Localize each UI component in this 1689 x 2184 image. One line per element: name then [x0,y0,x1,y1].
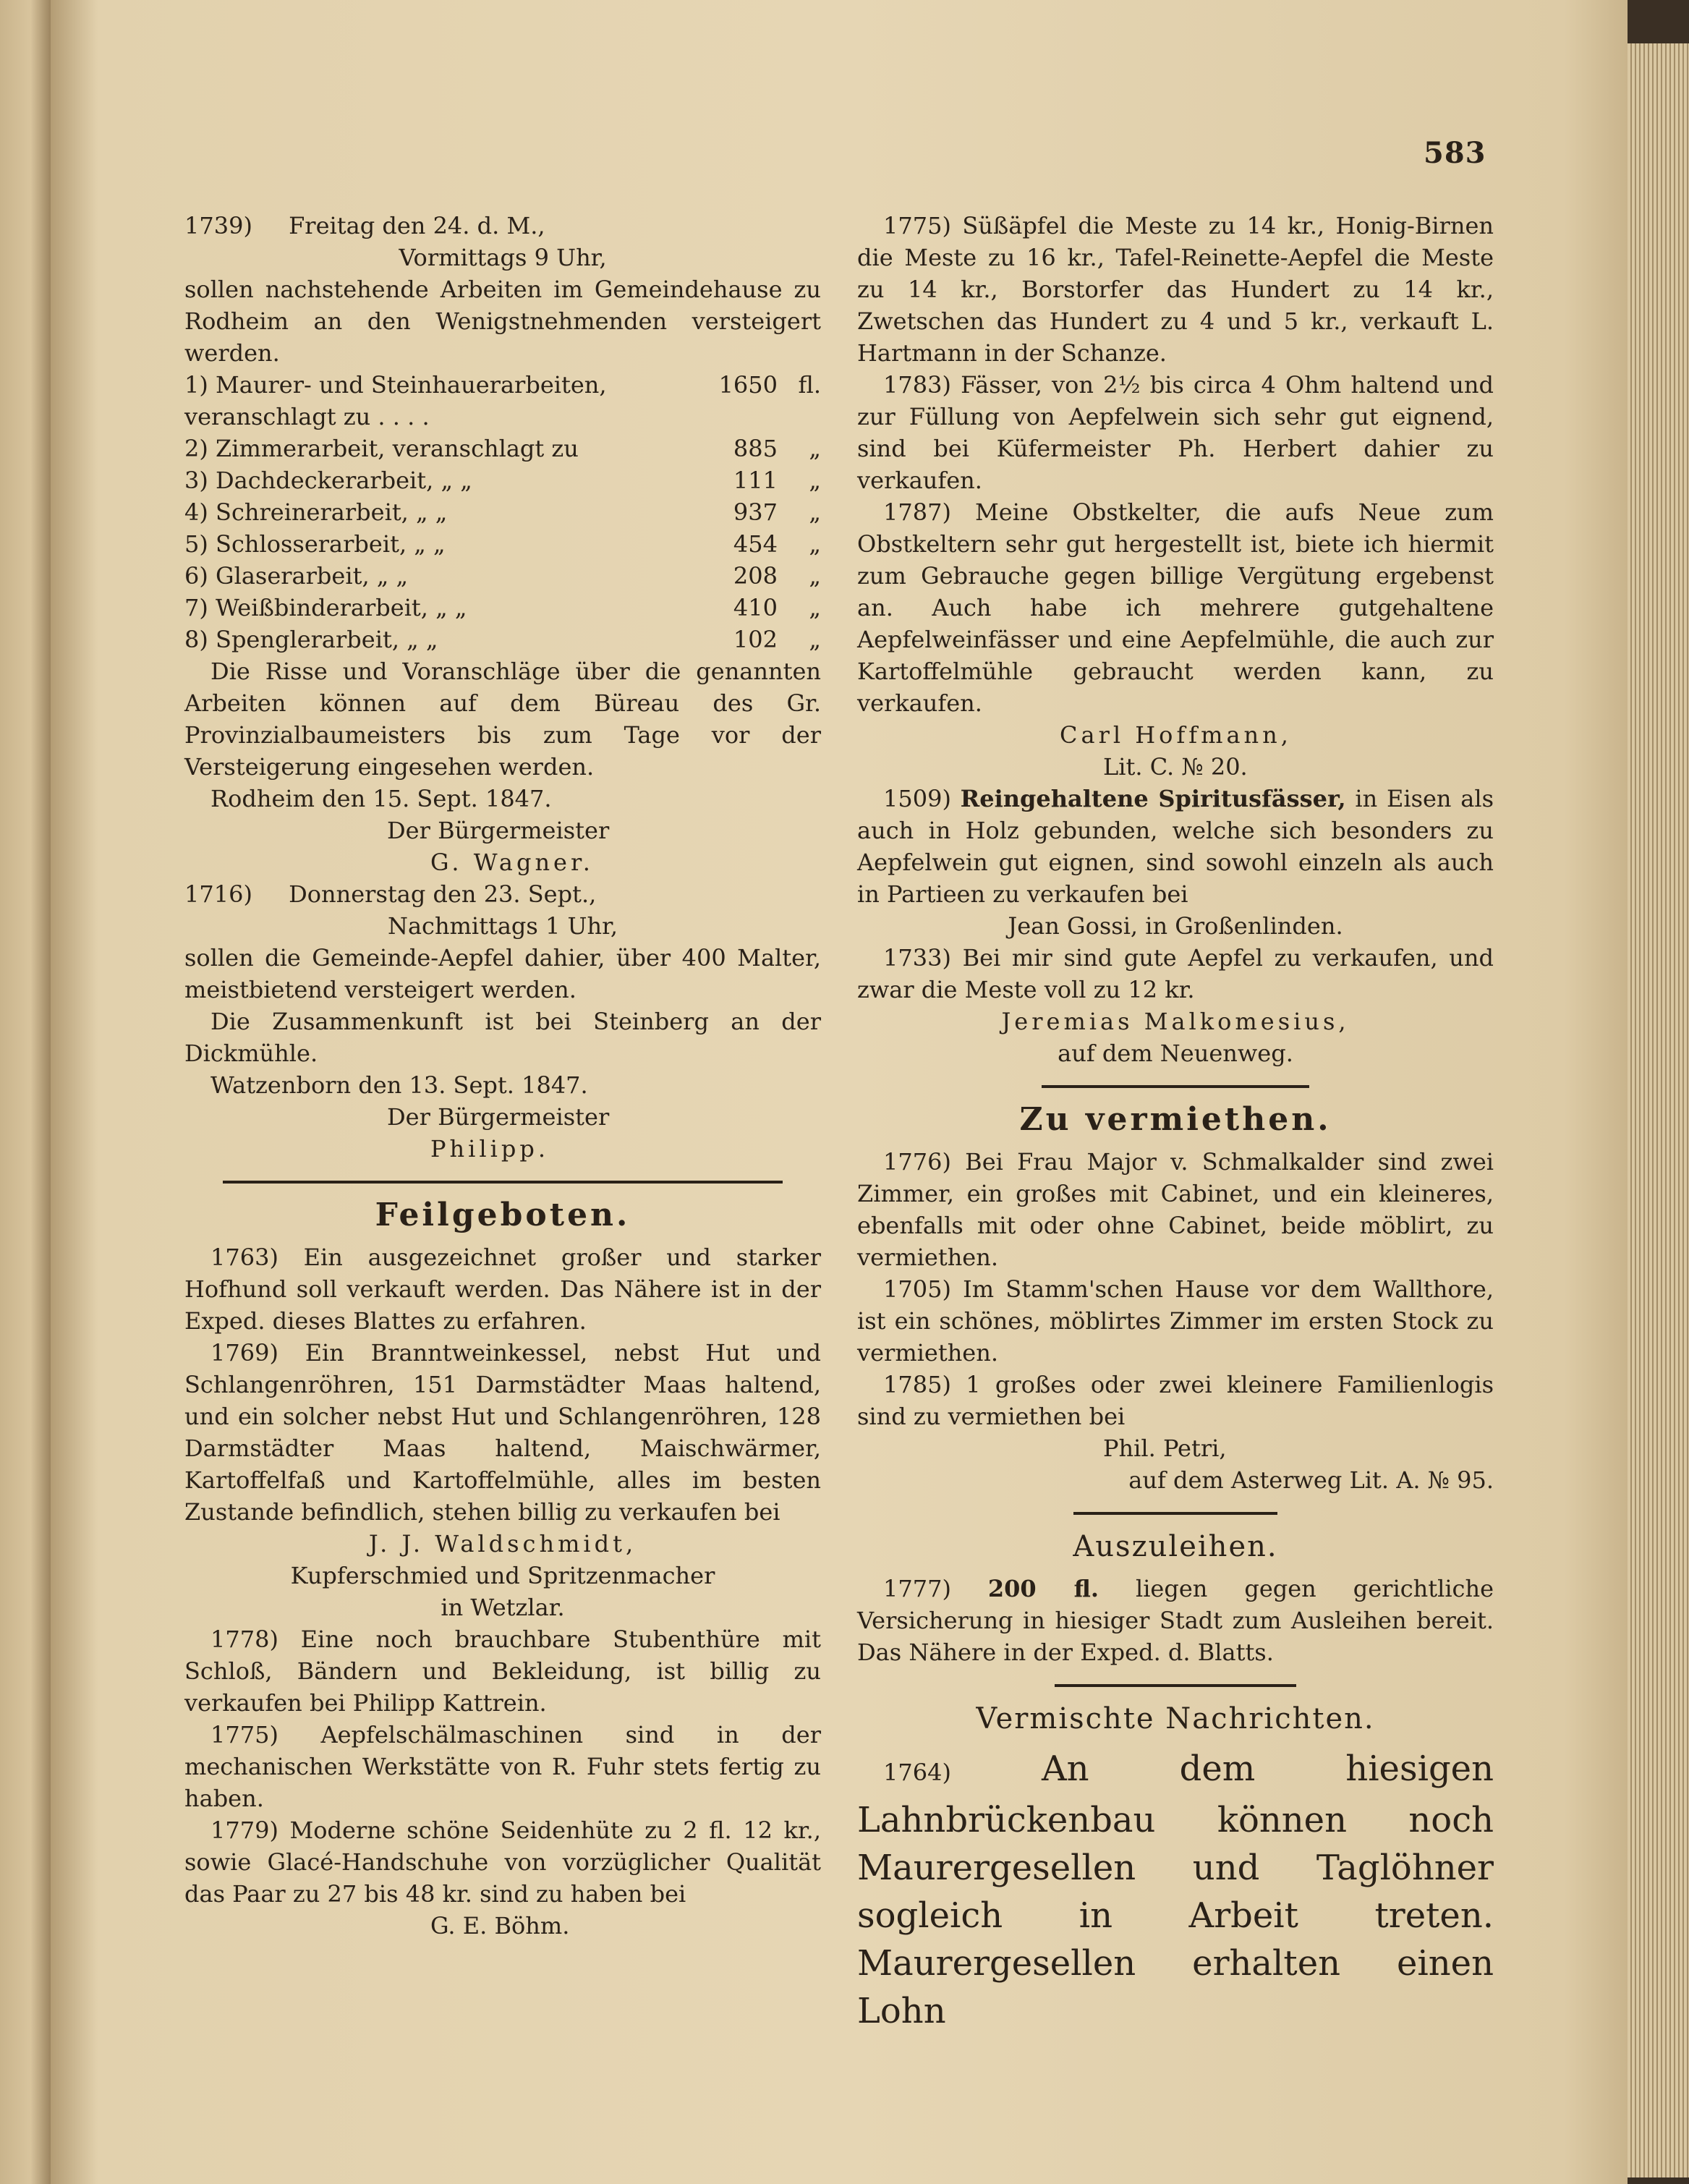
notice-text: sollen nachstehende Arbeiten im Gemeindehause zu Rodheim an den Wenigstnehmenden versteigert werden. [184,276,821,367]
ad-signer-name: Jean Gossi, in Großenlinden. [1008,912,1343,940]
works-table [184,369,821,655]
table-row: 5) Schlosserarbeit, „ „ 454 „ [184,530,821,558]
table-row: 4) Schreinerarbeit, „ „ 937 „ [184,498,821,526]
ad-signer-name: J. J. Waldschmidt, [368,1530,637,1558]
ad-signer-occupation: Kupferschmied und Spritzenmacher [290,1562,715,1589]
misc-item: 1764) An dem hiesigen Lahnbrückenbau können noch Maurergesellen und Taglöhner sogleich in Arbeit treten. Maurergesellen erhalten einen Lohn [857,1749,1494,2031]
place-date: Watzenborn den 13. Sept. 1847. [210,1071,588,1099]
ad-item: 1779) Moderne schöne Seidenhüte zu 2 fl. 12 kr., sowie Glacé-Handschuhe von vorzüglicher Qualität das Paar zu 27 bis 48 kr. sind zu haben bei [184,1817,822,1908]
section-divider [1055,1684,1296,1687]
notice-time: Nachmittags 1 Uhr, [387,912,618,940]
table-row: 1) Maurer- und Steinhauerarbeiten, veranschlagt zu . . . . 1650 fl. [184,371,821,430]
notice-remark: Die Risse und Voranschläge über die genannten Arbeiten können auf dem Büreau des Gr. Provinzialbaumeisters bis zum Tage vor der Versteigerung eingesehen werden. [184,658,821,781]
ad-signer-address: auf dem Neuenweg. [1058,1040,1293,1067]
notice-number: 1716) [184,880,252,908]
section-heading-vermiethen: Zu vermiethen. [1019,1101,1332,1138]
ad-signer-name: Jeremias Malkomesius, [1001,1008,1350,1035]
notice-date: Freitag den 24. d. M., [289,212,545,239]
loan-item: 1777) 200 fl. liegen gegen gerichtliche Versicherung in hiesiger Stadt zum Ausleihen bereit. Das Nähere in der Exped. d. Blatts. [857,1575,1494,1666]
signer-title: Der Bürgermeister [387,817,610,844]
ad-item: 1509) Reingehaltene Spiritusfässer, in Eisen als auch in Holz gebunden, welche sich besonders zu Aepfelwein gut eignen, sind sowohl einzeln als auch in Partieen zu verkaufen bei [857,785,1494,908]
rent-item: 1705) Im Stamm'schen Hause vor dem Wallthore, ist ein schönes, möblirtes Zimmer im ersten Stock zu vermiethen. [857,1275,1494,1367]
notice-1716-header [184,878,821,910]
section-divider [1073,1512,1277,1515]
notice-1739-header [184,210,821,242]
place-date: Rodheim den 15. Sept. 1847. [210,785,552,812]
page-number: 583 [1424,136,1486,170]
ad-signer-place: in Wetzlar. [441,1594,565,1621]
table-row: 6) Glaserarbeit, „ „ 208 „ [184,562,821,590]
table-row: 3) Dachdeckerarbeit, „ „ 111 „ [184,467,821,494]
notice-number: 1739) [184,212,252,239]
rent-item: 1785) 1 großes oder zwei kleinere Familienlogis sind zu vermiethen bei [857,1371,1494,1430]
table-row: 8) Spenglerarbeit, „ „ 102 „ [184,626,821,653]
section-heading-auszuleihen: Auszuleihen. [1073,1530,1278,1563]
section-divider [223,1181,783,1184]
ad-item: 1769) Ein Branntweinkessel, nebst Hut und Schlangenröhren, 151 Darmstädter Maas haltend, und ein solcher nebst Hut und Schlangenröhren, 128 Darmstädter Maas haltend, Maischwärmer, Kartoffelfaß und Kartoffelmühle, alles im besten Zustande befindlich, stehen billig zu verkaufen bei [184,1339,821,1526]
notice-meeting: Die Zusammenkunft ist bei Steinberg an der Dickmühle. [184,1008,821,1067]
ad-item: 1778) Eine noch brauchbare Stubenthüre mit Schloß, Bändern und Bekleidung, ist billig zu verkaufen bei Philipp Kattrein. [184,1626,822,1717]
notice-date: Donnerstag den 23. Sept., [289,880,597,908]
ad-item: 1775) Süßäpfel die Meste zu 14 kr., Honig-Birnen die Meste zu 16 kr., Tafel-Reinette-Aepfel die Meste zu 14 kr., Borstorfer das Hundert zu 14 kr., Zwetschen das Hundert zu 4 und 5 kr., verkauft L. Hartmann in der Schanze. [857,212,1494,367]
left-column [184,210,821,1942]
ad-item: 1783) Fässer, von 2½ bis circa 4 Ohm haltend und zur Füllung von Aepfelwein sich sehr gut eignend, sind bei Küfermeister Ph. Herbert dahier zu verkaufen. [857,371,1494,494]
signer-name: G. Wagner. [430,849,594,876]
table-row: 2) Zimmerarbeit, veranschlagt zu 885 „ [184,435,821,462]
section-heading-vermischte: Vermischte Nachrichten. [976,1702,1375,1735]
ad-signer-name: Carl Hoffmann, [1060,721,1292,749]
notice-time: Vormittags 9 Uhr, [399,244,607,271]
rent-item: 1776) Bei Frau Major v. Schmalkalder sind zwei Zimmer, ein großes mit Cabinet, und ein kleineres, ebenfalls mit oder ohne Cabinet, beide möblirt, zu vermiethen. [857,1148,1494,1271]
rent-signer-name: Phil. Petri, [1103,1435,1227,1462]
ad-item: 1775) Aepfelschälmaschinen sind in der mechanischen Werkstätte von R. Fuhr stets fertig zu haben. [184,1721,821,1812]
rent-signer-address: auf dem Asterweg Lit. A. № 95. [1128,1466,1494,1494]
ad-signer-name: G. E. Böhm. [430,1912,570,1939]
signer-title: Der Bürgermeister [387,1103,610,1131]
section-divider [1042,1085,1309,1088]
ad-signer-address: Lit. C. № 20. [1103,753,1248,781]
notice-text: sollen die Gemeinde-Aepfel dahier, über 400 Malter, meistbietend versteigert werden. [184,944,821,1003]
signer-name: Philipp. [430,1135,549,1163]
right-column [857,210,1494,2035]
ad-item: 1763) Ein ausgezeichnet großer und starker Hofhund soll verkauft werden. Das Nähere ist in der Exped. dieses Blattes zu erfahren. [184,1244,822,1335]
ad-item: 1733) Bei mir sind gute Aepfel zu verkaufen, und zwar die Meste voll zu 12 kr. [857,944,1494,1003]
previous-page-edge [0,0,51,2184]
loan-amount: 200 fl. [987,1575,1099,1602]
table-row: 7) Weißbinderarbeit, „ „ 410 „ [184,594,821,621]
section-heading-feilgeboten: Feilgeboten. [375,1197,631,1233]
page-stack-edges [1628,43,1689,2177]
ad-title: Reingehaltene Spiritusfässer, [960,785,1346,812]
ad-item: 1787) Meine Obstkelter, die aufs Neue zum Obstkeltern sehr gut hergestellt ist, biete ich hiermit zum Gebrauche gegen billige Vergütung ergebenst an. Auch habe ich mehrere gutgehaltene Aepfelweinfässer und eine Aepfelmühle, die auch zur Kartoffelmühle gebraucht werden kann, zu verkaufen. [857,498,1494,717]
